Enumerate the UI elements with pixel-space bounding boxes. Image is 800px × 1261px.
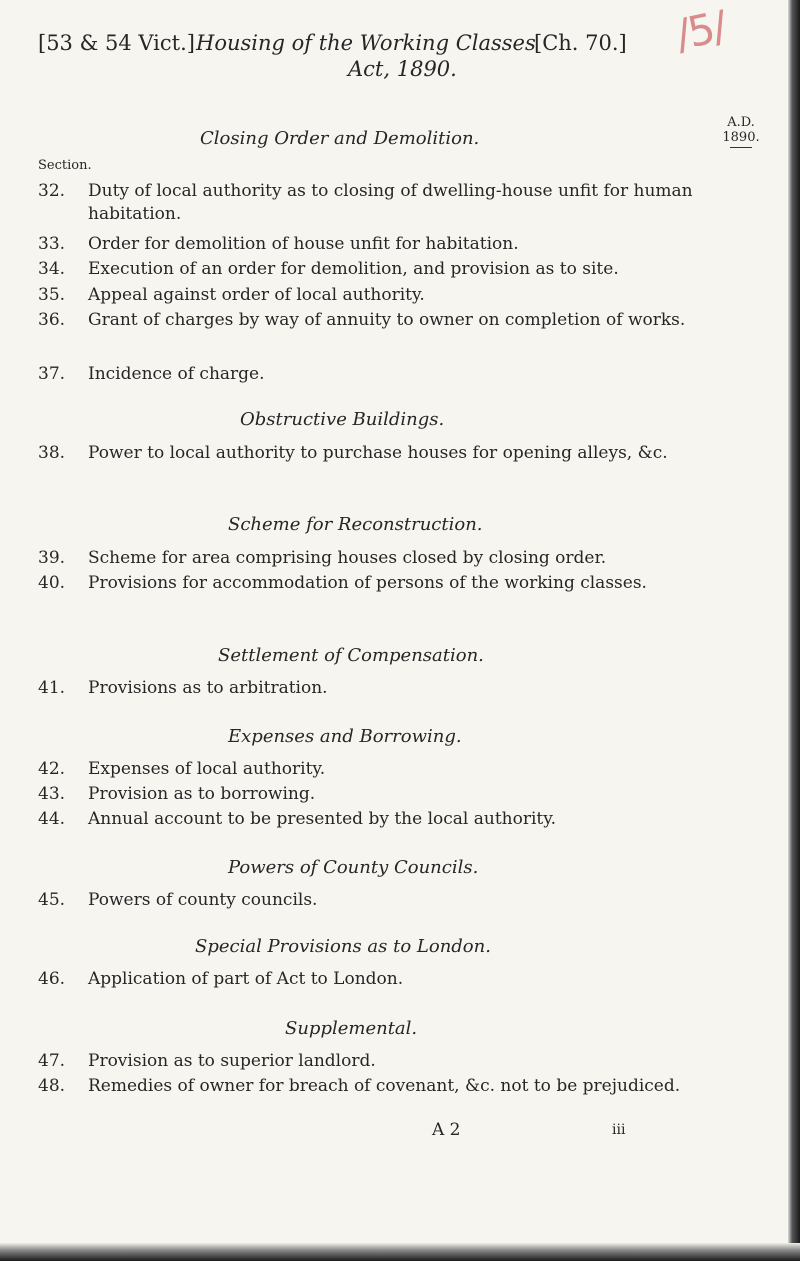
section-text: Execution of an order for demolition, and provision as to site. [88,259,619,279]
section-text: Provision as to superior landlord. [88,1051,376,1071]
section-text: Power to local authority to purchase houses for opening alleys, &c. [88,443,668,463]
list-item [38,889,718,912]
chapter-number: [Ch. 70.] [534,31,627,55]
section-number: 37. [38,364,66,384]
list-item [38,180,718,226]
list-item [38,233,718,256]
group-heading: Obstructive Buildings. [240,409,445,430]
list-item [38,968,718,991]
section-text: Scheme for area comprising houses closed by closing order. [88,548,607,568]
list-item [38,442,718,465]
section-text: Annual account to be presented by the local authority. [88,809,556,829]
page-edge-right [788,0,800,1261]
section-number: 40. [38,573,66,593]
list-item [38,758,718,781]
section-number: 33. [38,234,66,254]
section-text: Powers of county councils. [88,890,318,910]
section-text: Duty of local authority as to closing of dwelling-house unfit for human habitation. [88,181,693,224]
regnal-year: [53 & 54 Vict.] [38,31,195,55]
group-heading: Powers of County Councils. [228,857,479,878]
section-number: 47. [38,1051,66,1071]
section-label: Section. [38,158,92,173]
pencil-annotation: /5/ [671,1,730,60]
group-heading: Supplemental. [285,1018,418,1039]
list-item [38,572,718,595]
section-text: Provision as to borrowing. [88,784,316,804]
section-text: Application of part of Act to London. [88,969,404,989]
section-number: 48. [38,1076,66,1096]
group-heading: Closing Order and Demolition. [200,128,480,149]
group-heading: Scheme for Reconstruction. [228,514,483,535]
list-item [38,363,718,386]
page-number: iii [612,1122,626,1138]
section-text: Provisions for accommodation of persons of the working classes. [88,573,647,593]
section-number: 38. [38,443,66,463]
list-item [38,783,718,806]
list-item [38,258,718,281]
margin-date-rule [730,147,752,148]
section-number: 35. [38,285,66,305]
group-heading: Settlement of Compensation. [218,645,484,666]
list-item [38,808,718,831]
list-item [38,284,718,307]
section-number: 45. [38,890,66,910]
act-year: Act, 1890. [348,57,457,81]
section-number: 46. [38,969,66,989]
section-number: 42. [38,759,66,779]
section-text: Grant of charges by way of annuity to owner on completion of works. [88,310,686,330]
margin-date [707,115,775,148]
section-number: 36. [38,310,66,330]
section-number: 39. [38,548,66,568]
section-number: 43. [38,784,66,804]
list-item [38,1050,718,1073]
signature-mark: A 2 [432,1120,461,1140]
group-heading: Special Provisions as to London. [195,936,491,957]
section-text: Expenses of local authority. [88,759,326,779]
section-number: 44. [38,809,66,829]
section-text: Remedies of owner for breach of covenant, &c. not to be prejudiced. [88,1076,681,1096]
act-title: Housing of the Working Classes [196,31,536,55]
list-item [38,309,718,332]
page-edge-bottom [0,1243,800,1261]
section-number: 34. [38,259,66,279]
list-item [38,1075,718,1098]
margin-date-text: A.D. 1890. [722,115,760,145]
section-text: Incidence of charge. [88,364,265,384]
list-item [38,677,718,700]
section-number: 41. [38,678,66,698]
section-text: Order for demolition of house unfit for habitation. [88,234,519,254]
list-item [38,547,718,570]
group-heading: Expenses and Borrowing. [228,726,462,747]
section-text: Appeal against order of local authority. [88,285,425,305]
section-number: 32. [38,181,66,201]
section-text: Provisions as to arbitration. [88,678,328,698]
